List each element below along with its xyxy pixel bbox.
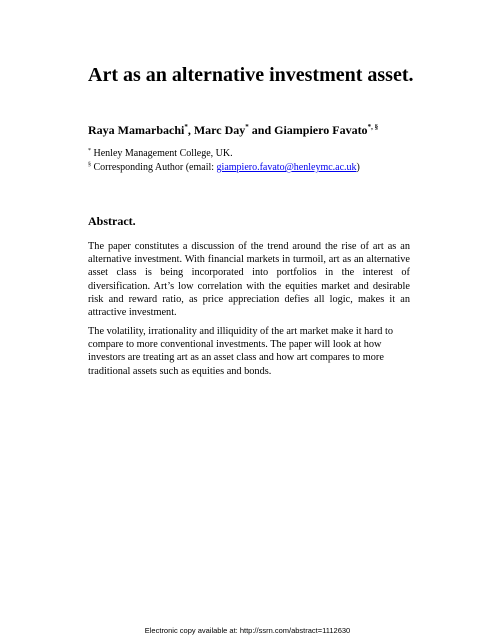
corresponding-mark: § — [88, 162, 91, 168]
author-separator: and — [248, 123, 275, 137]
author-mark: * — [245, 123, 249, 131]
abstract-paragraph: The volatility, irrationality and illiquidity of the art market make it hard to compare to more conventional investments. The paper will look at how investors are treating art as an asset class and how art compares to more traditional assets such as equities and bonds. — [88, 326, 394, 377]
author-name: Raya Mamarbachi — [88, 123, 185, 137]
author-mark: *, § — [367, 123, 379, 131]
affiliation-mark: * — [88, 148, 91, 154]
ssrn-footer: Electronic copy available at: http://ssrn.com/abstract=1112630 — [144, 626, 351, 635]
author-name: Giampiero Favato — [274, 123, 368, 137]
affiliation-corresponding — [88, 162, 360, 173]
corresponding-suffix: ) — [356, 162, 360, 173]
corresponding-email-link[interactable]: giampiero.favato@henleymc.ac.uk — [216, 162, 357, 173]
author-name: Marc Day — [193, 123, 246, 137]
corresponding-prefix: Corresponding Author (email: — [91, 162, 217, 173]
affiliation-primary — [88, 148, 233, 159]
abstract-heading: Abstract. — [88, 214, 136, 228]
author-separator: , — [187, 123, 194, 137]
author-mark: * — [184, 123, 188, 131]
abstract-paragraph: The paper constitutes a discussion of the trend around the rise of art as an alternative investment. With financial markets in turmoil, art as an alternative asset class is being incorporated into portfolios in the interest of diversification. Art’s low correlation with the equities market and desirable risk and reward ratio, as price appreciation defies all logic, makes it an attractive investment. — [88, 241, 410, 319]
author-line — [88, 123, 378, 138]
paper-title: Art as an alternative investment asset. — [88, 64, 414, 86]
affiliation-text: Henley Management College, UK. — [91, 148, 233, 159]
